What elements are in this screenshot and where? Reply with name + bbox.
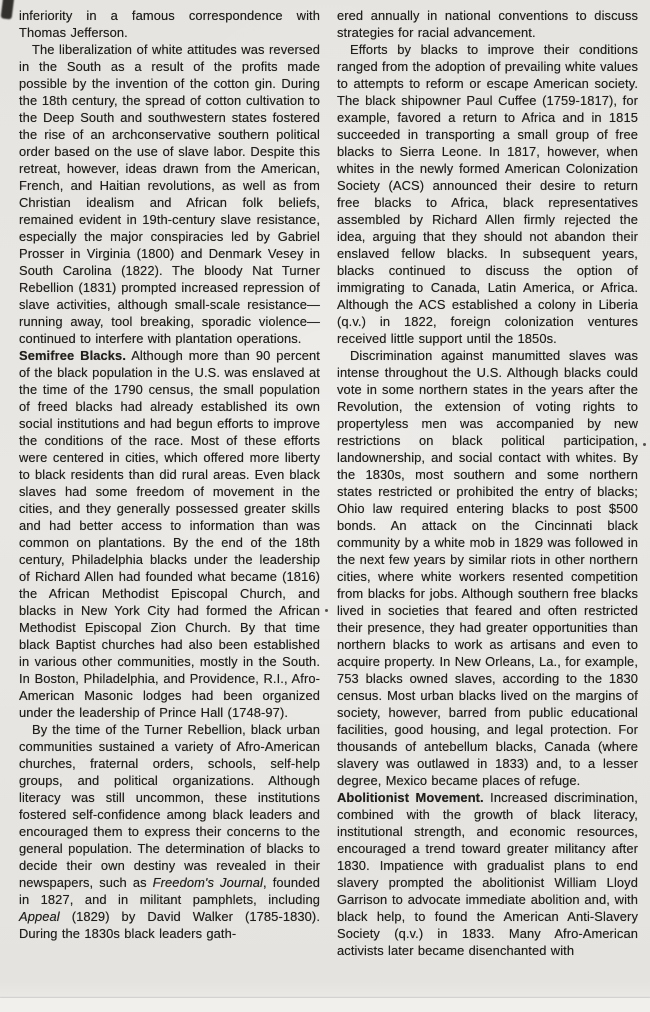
text-column-right	[337, 7, 638, 959]
publication-title: Freedom's Journal	[152, 875, 264, 890]
body-text: Discrimination against manumitted slaves was intense throughout the U.S. Although blacks could vote in some northern states in the years after the Revolution, the extension of voting rights to propertyless men was accompanied by new restrictions on black political participation, landownership, and social contact with whites. By the 1830s, most southern and some northern states restricted or prohibited the entry of blacks; Ohio law required entering blacks to post $500 bonds. An attack on the Cincinnati black community by a white mob in 1829 was followed in the next few years by similar riots in other northern cities, where white workers resented competition from blacks for jobs. Although southern free blacks lived in societies that feared and often restricted their presence, they had greater opportunities than northern blacks to work as artisans and even to acquire property. In New Orleans, La., for example, 753 blacks owned slaves, according to the 1830 census. Most urban blacks lived on the margins of society, however, barred from public educational facilities, good housing, and legal protection. For thousands of antebellum blacks, Canada (where slavery was outlawed in 1833) and, to a lesser degree, Mexico became places of refuge.	[337, 348, 638, 788]
publication-title: Appeal	[19, 909, 60, 924]
paragraph	[337, 41, 638, 347]
paragraph	[19, 347, 320, 721]
page-bottom-edge	[0, 998, 650, 1012]
run-in-heading: Abolitionist Movement.	[337, 790, 484, 805]
body-text: Increased discrimination, combined with the growth of black literacy, institutional strength, and economic resources, encouraged a trend toward greater militancy after 1830. Impatience with gradualist plans to end slavery prompted the abolitionist William Lloyd Garrison to advocate immediate abolition and, with black help, to found the American Anti-Slavery Society (q.v.) in 1833. Many Afro-American activists later became disenchanted with	[337, 790, 638, 958]
body-text: , founded in 1827, and in militant pamphlets, including	[19, 875, 320, 907]
text-column-left	[19, 7, 320, 942]
paragraph	[19, 7, 320, 41]
body-text: inferiority in a famous correspondence with Thomas Jefferson.	[19, 8, 320, 40]
paragraph	[19, 41, 320, 347]
scan-speck	[325, 609, 328, 612]
body-text: (1829) by David Walker (1785-1830). During the 1830s black leaders gath-	[19, 909, 320, 941]
paragraph	[19, 721, 320, 942]
body-text: Efforts by blacks to improve their conditions ranged from the adoption of prevailing white values to attempts to reform or escape American society. The black shipowner Paul Cuffee (1759-1817), for example, favored a return to Africa and in 1815 succeeded in transporting a small group of free blacks to Sierra Leone. In 1817, however, when whites in the newly formed American Colonization Society (ACS) announced their desire to return free blacks to Africa, black representatives assembled by Richard Allen firmly rejected the idea, arguing that they should not abandon their enslaved fellow blacks. In subsequent years, blacks continued to discuss the option of immigrating to Canada, Latin America, or Africa. Although the ACS established a colony in Liberia (q.v.) in 1822, foreign colonization ventures received little support until the 1850s.	[337, 42, 638, 346]
body-text: Although more than 90 percent of the black population in the U.S. was enslaved at the time of the 1790 census, the small population of freed blacks had already established its own social institutions and had begun efforts to improve the conditions of the race. Most of these efforts were centered in cities, which offered more liberty to black residents than did rural areas. Even black slaves had some freedom of movement in the cities, and they generally possessed greater skills and had better access to information than was common on plantations. By the end of the 18th century, Philadelphia blacks under the leadership of Richard Allen had founded what became (1816) the African Methodist Episcopal Church, and blacks in New York City had formed the African Methodist Episcopal Zion Church. By that time black Baptist churches had also been established in various other communities, mostly in the South. In Boston, Philadelphia, and Providence, R.I., Afro-American Masonic lodges had been organized under the leadership of Prince Hall (1748-97).	[19, 348, 320, 720]
paragraph	[337, 789, 638, 959]
body-text: By the time of the Turner Rebellion, black urban communities sustained a variety of Afro-American churches, fraternal orders, schools, self-help groups, and political organizations. Although literacy was still uncommon, these institutions fostered self-confidence among black leaders and encouraged them to express their concerns to the general population. The determination of blacks to decide their own destiny was revealed in their newspapers, such as	[19, 722, 320, 890]
body-text: The liberalization of white attitudes was reversed in the South as a result of the profits made possible by the invention of the cotton gin. During the 18th century, the spread of cotton cultivation to the Deep South and southwestern states fostered the rise of an archconservative southern political order based on the use of slave labor. Despite this retreat, however, ideas drawn from the American, French, and Haitian revolutions, as well as from Christian idealism and African folk beliefs, remained evident in 19th-century slave resistance, especially the major conspiracies led by Gabriel Prosser in Virginia (1800) and Denmark Vesey in South Carolina (1822). The bloody Nat Turner Rebellion (1831) prompted increased repression of slave activities, although small-scale resistance—running away, tool breaking, sporadic violence—continued to interfere with plantation operations.	[19, 42, 320, 346]
scan-smudge	[1, 0, 15, 20]
scan-speck	[643, 443, 646, 446]
paragraph	[337, 7, 638, 41]
run-in-heading: Semifree Blacks.	[19, 348, 127, 363]
body-text: ered annually in national conventions to discuss strategies for racial advancement.	[337, 8, 638, 40]
paragraph	[337, 347, 638, 789]
